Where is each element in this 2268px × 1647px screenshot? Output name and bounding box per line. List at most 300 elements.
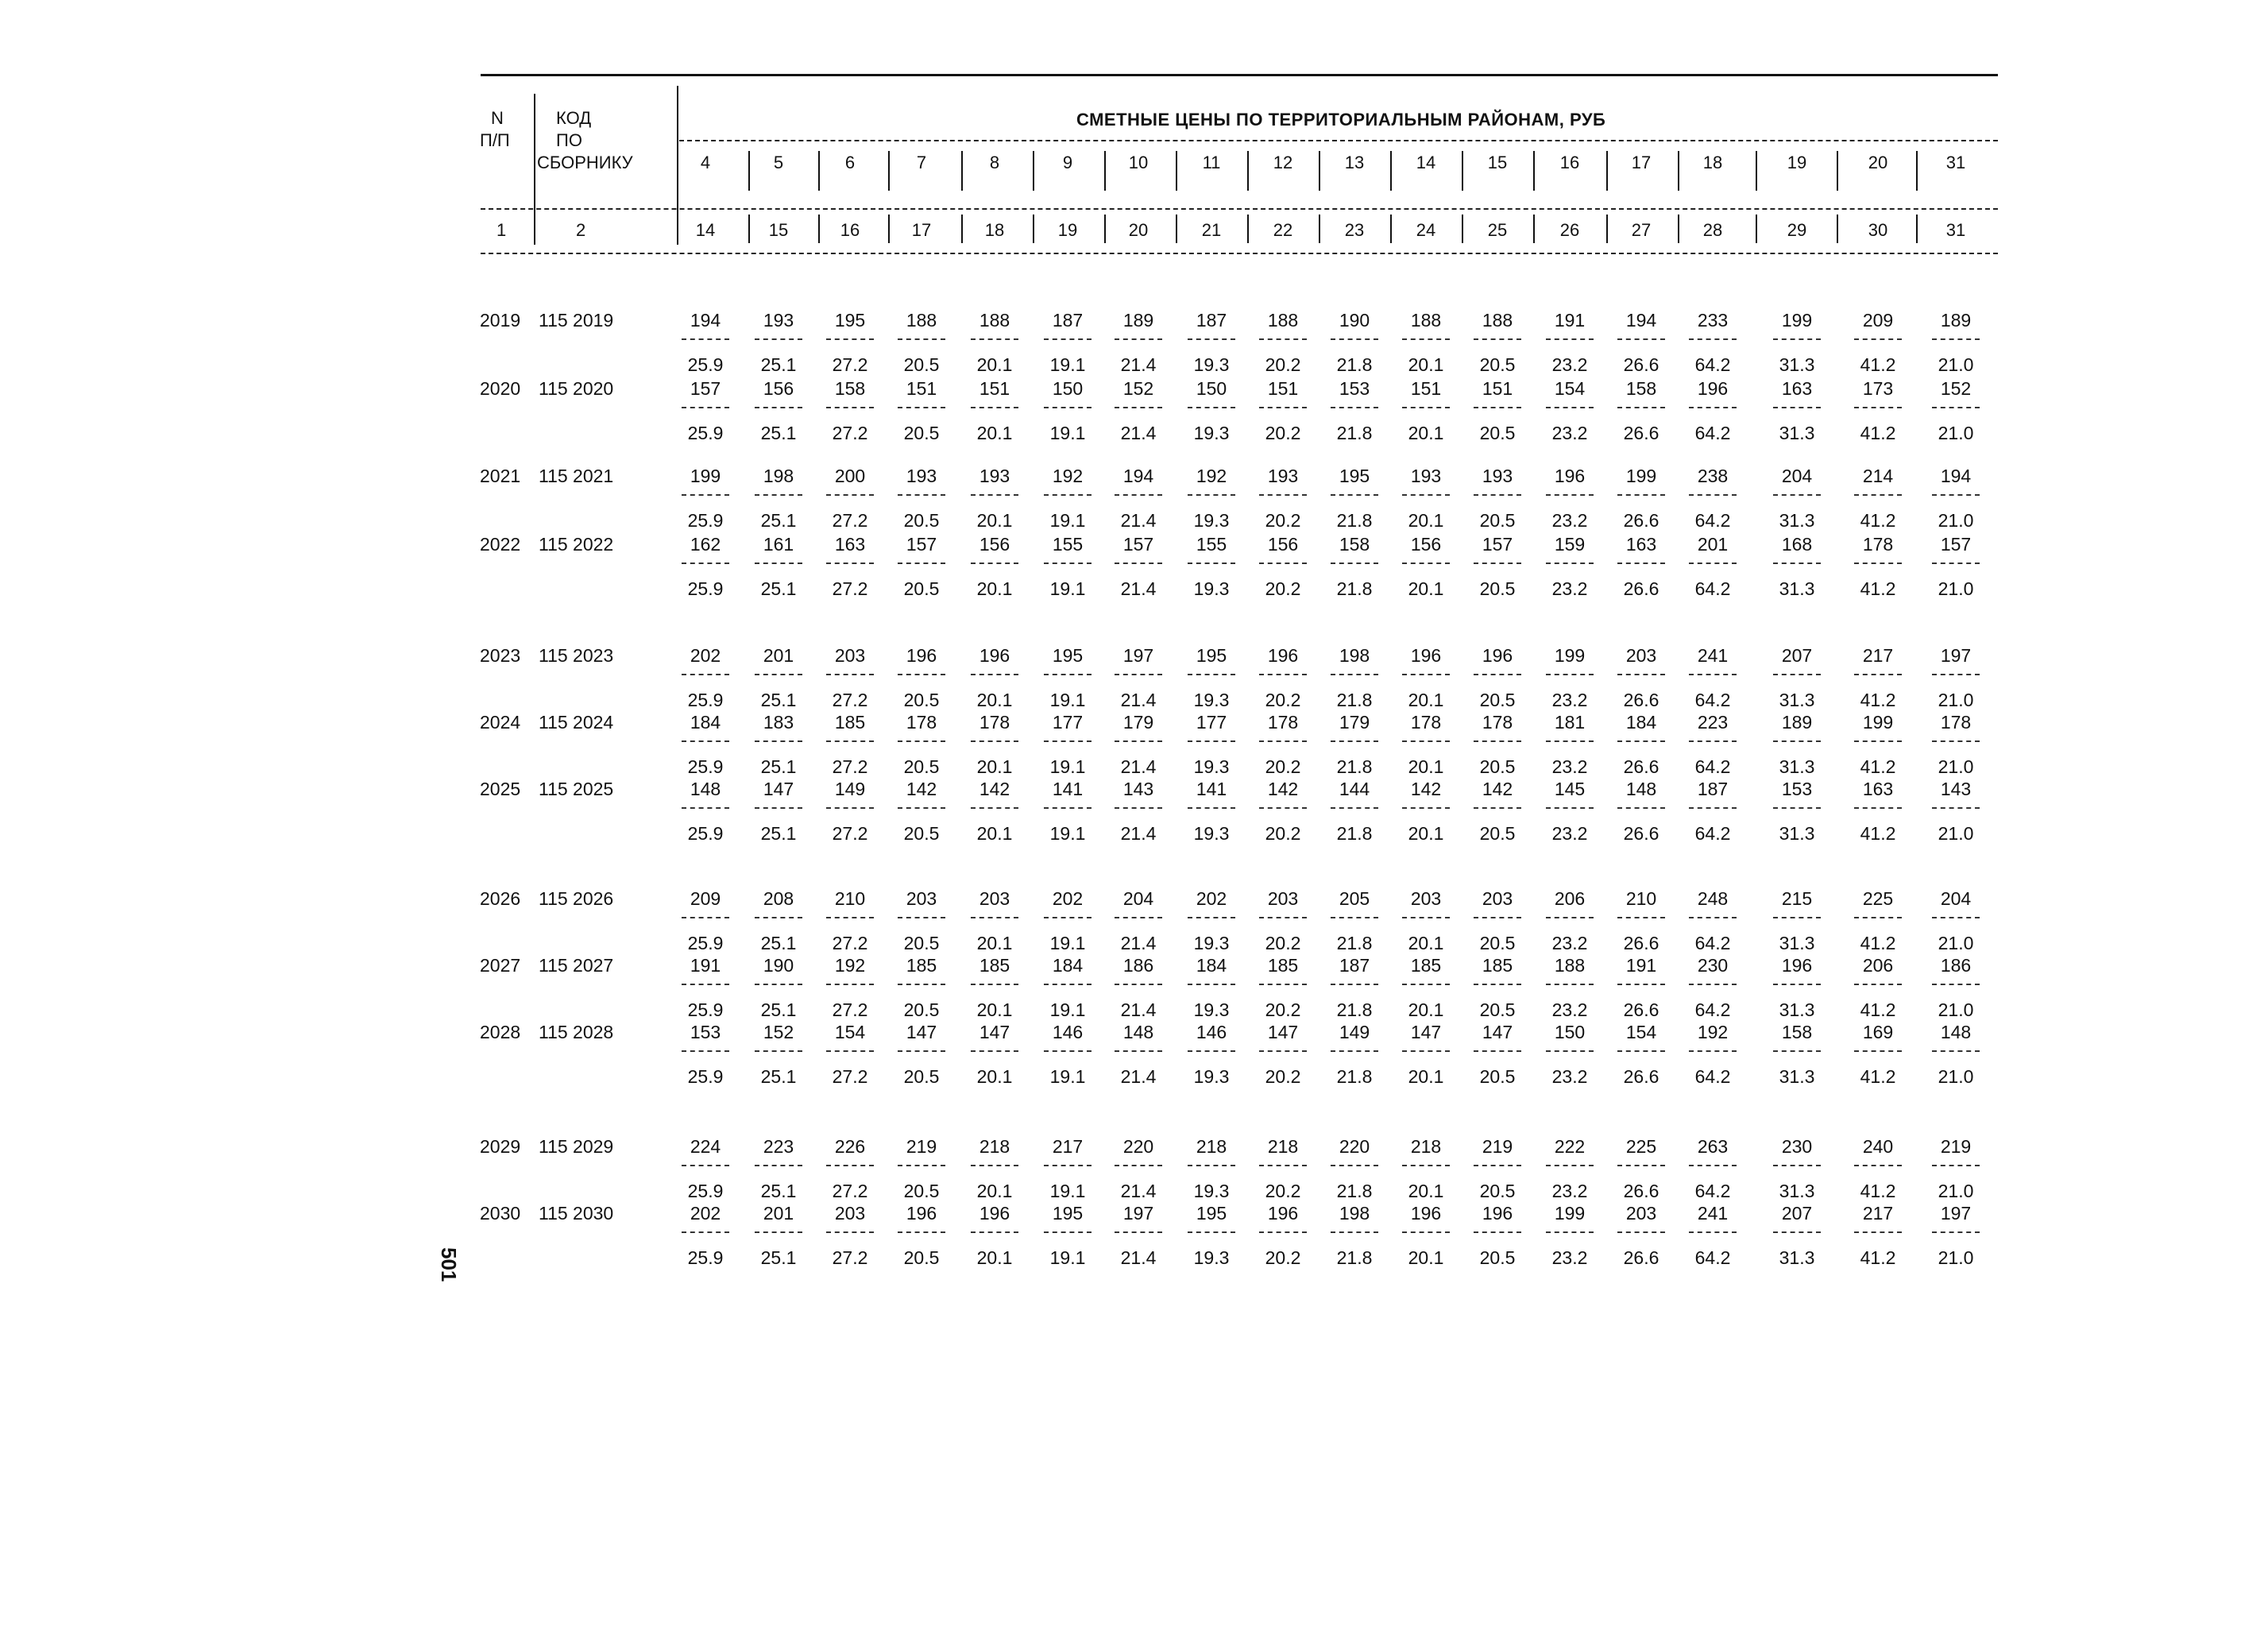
fraction-line bbox=[755, 807, 802, 809]
price-coefficient: 23.2 bbox=[1551, 933, 1588, 953]
header-col-sep bbox=[1533, 151, 1535, 191]
fraction-line bbox=[1115, 740, 1162, 742]
header-col-sep bbox=[1390, 151, 1392, 191]
price-coefficient: 31.3 bbox=[1779, 756, 1815, 777]
col-n-label: N bbox=[491, 108, 504, 128]
fraction-line bbox=[1689, 563, 1737, 564]
price-value: 156 bbox=[979, 534, 1010, 555]
index-left-1: 1 bbox=[496, 220, 507, 240]
price-value: 188 bbox=[906, 310, 937, 331]
fraction-line bbox=[1617, 740, 1665, 742]
price-coefficient: 21.8 bbox=[1336, 933, 1373, 953]
header-col-sep bbox=[1319, 215, 1320, 243]
fraction-line bbox=[1689, 1231, 1737, 1233]
price-value: 193 bbox=[1267, 466, 1299, 486]
price-value: 148 bbox=[1122, 1022, 1154, 1042]
header-col-sep bbox=[1462, 215, 1463, 243]
fraction-line bbox=[971, 338, 1018, 340]
fraction-line bbox=[971, 740, 1018, 742]
price-value: 193 bbox=[1410, 466, 1442, 486]
price-coefficient: 21.4 bbox=[1120, 510, 1157, 531]
price-value: 147 bbox=[906, 1022, 937, 1042]
price-value: 185 bbox=[1267, 955, 1299, 976]
price-value: 146 bbox=[1196, 1022, 1227, 1042]
fraction-line bbox=[1044, 1050, 1091, 1052]
price-value: 193 bbox=[1482, 466, 1513, 486]
index-col: 27 bbox=[1631, 220, 1652, 240]
price-coefficient: 21.0 bbox=[1938, 690, 1974, 710]
price-value: 158 bbox=[834, 378, 866, 399]
index-col: 29 bbox=[1787, 220, 1807, 240]
price-coefficient: 41.2 bbox=[1860, 578, 1896, 599]
fraction-line bbox=[1115, 494, 1162, 496]
price-value: 198 bbox=[1339, 645, 1370, 666]
price-coefficient: 25.9 bbox=[687, 354, 724, 375]
price-coefficient: 21.0 bbox=[1938, 933, 1974, 953]
price-value: 203 bbox=[979, 888, 1010, 909]
price-coefficient: 20.1 bbox=[1408, 756, 1444, 777]
price-value: 190 bbox=[763, 955, 794, 976]
fraction-line bbox=[1689, 807, 1737, 809]
header-col-sep bbox=[1104, 215, 1106, 243]
price-coefficient: 19.1 bbox=[1049, 690, 1086, 710]
fraction-line bbox=[1115, 1165, 1162, 1166]
price-coefficient: 19.1 bbox=[1049, 510, 1086, 531]
price-coefficient: 21.8 bbox=[1336, 690, 1373, 710]
row-number: 2019 bbox=[480, 310, 521, 331]
fraction-line bbox=[1044, 984, 1091, 985]
price-coefficient: 20.1 bbox=[1408, 999, 1444, 1020]
price-coefficient: 41.2 bbox=[1860, 354, 1896, 375]
price-value: 150 bbox=[1554, 1022, 1586, 1042]
price-coefficient: 25.1 bbox=[760, 423, 797, 443]
fraction-line bbox=[1331, 338, 1378, 340]
price-value: 196 bbox=[979, 1203, 1010, 1224]
price-value: 203 bbox=[1625, 1203, 1657, 1224]
fraction-line bbox=[1259, 563, 1307, 564]
fraction-line bbox=[1188, 674, 1235, 675]
price-coefficient: 20.5 bbox=[1479, 1066, 1516, 1087]
header-col-sep bbox=[1533, 215, 1535, 243]
price-value: 195 bbox=[1339, 466, 1370, 486]
price-value: 187 bbox=[1196, 310, 1227, 331]
fraction-line bbox=[1474, 563, 1521, 564]
col-code-label3: СБОРНИКУ bbox=[537, 153, 633, 172]
price-value: 194 bbox=[1625, 310, 1657, 331]
index-col: 30 bbox=[1868, 220, 1888, 240]
price-value: 151 bbox=[979, 378, 1010, 399]
fraction-line bbox=[1617, 674, 1665, 675]
fraction-line bbox=[1044, 807, 1091, 809]
price-coefficient: 20.5 bbox=[903, 354, 940, 375]
price-value: 147 bbox=[763, 779, 794, 799]
row-number: 2027 bbox=[480, 955, 521, 976]
fraction-line bbox=[1044, 407, 1091, 408]
price-value: 192 bbox=[1052, 466, 1084, 486]
price-coefficient: 25.1 bbox=[760, 510, 797, 531]
price-coefficient: 31.3 bbox=[1779, 823, 1815, 844]
price-value: 209 bbox=[690, 888, 721, 909]
fraction-line bbox=[1546, 917, 1594, 918]
price-coefficient: 25.9 bbox=[687, 756, 724, 777]
price-coefficient: 21.0 bbox=[1938, 510, 1974, 531]
fraction-line bbox=[755, 917, 802, 918]
price-coefficient: 25.9 bbox=[687, 578, 724, 599]
price-coefficient: 20.5 bbox=[903, 756, 940, 777]
price-coefficient: 20.2 bbox=[1265, 933, 1301, 953]
price-coefficient: 27.2 bbox=[832, 510, 868, 531]
price-value: 192 bbox=[1196, 466, 1227, 486]
price-value: 179 bbox=[1339, 712, 1370, 733]
price-coefficient: 31.3 bbox=[1779, 1181, 1815, 1201]
fraction-line bbox=[1402, 740, 1450, 742]
price-value: 161 bbox=[763, 534, 794, 555]
price-value: 163 bbox=[834, 534, 866, 555]
price-coefficient: 21.0 bbox=[1938, 1181, 1974, 1201]
price-value: 248 bbox=[1697, 888, 1729, 909]
price-value: 156 bbox=[1410, 534, 1442, 555]
price-value: 189 bbox=[1781, 712, 1813, 733]
price-coefficient: 31.3 bbox=[1779, 510, 1815, 531]
price-coefficient: 25.1 bbox=[760, 354, 797, 375]
price-value: 222 bbox=[1554, 1136, 1586, 1157]
price-coefficient: 64.2 bbox=[1694, 354, 1731, 375]
fraction-line bbox=[898, 1165, 945, 1166]
price-coefficient: 21.8 bbox=[1336, 510, 1373, 531]
index-col: 20 bbox=[1128, 220, 1149, 240]
price-value: 188 bbox=[1410, 310, 1442, 331]
price-value: 196 bbox=[1482, 1203, 1513, 1224]
fraction-line bbox=[1932, 674, 1980, 675]
price-value: 214 bbox=[1862, 466, 1894, 486]
price-coefficient: 23.2 bbox=[1551, 354, 1588, 375]
price-value: 177 bbox=[1196, 712, 1227, 733]
index-col: 23 bbox=[1344, 220, 1365, 240]
price-value: 215 bbox=[1781, 888, 1813, 909]
fraction-line bbox=[1617, 917, 1665, 918]
price-value: 147 bbox=[979, 1022, 1010, 1042]
price-coefficient: 19.1 bbox=[1049, 823, 1086, 844]
price-coefficient: 20.2 bbox=[1265, 823, 1301, 844]
price-coefficient: 21.8 bbox=[1336, 756, 1373, 777]
header-col-sep bbox=[1390, 215, 1392, 243]
price-value: 147 bbox=[1410, 1022, 1442, 1042]
price-coefficient: 41.2 bbox=[1860, 423, 1896, 443]
fraction-line bbox=[1188, 563, 1235, 564]
price-value: 196 bbox=[1410, 645, 1442, 666]
price-coefficient: 20.2 bbox=[1265, 999, 1301, 1020]
price-value: 158 bbox=[1339, 534, 1370, 555]
price-value: 144 bbox=[1339, 779, 1370, 799]
price-coefficient: 21.4 bbox=[1120, 756, 1157, 777]
fraction-line bbox=[826, 407, 874, 408]
fraction-line bbox=[1773, 984, 1821, 985]
fraction-line bbox=[1402, 917, 1450, 918]
price-coefficient: 20.1 bbox=[976, 1066, 1013, 1087]
fraction-line bbox=[1044, 494, 1091, 496]
fraction-line bbox=[971, 563, 1018, 564]
price-value: 202 bbox=[690, 1203, 721, 1224]
fraction-line bbox=[1259, 494, 1307, 496]
fraction-line bbox=[1854, 338, 1902, 340]
price-value: 203 bbox=[834, 645, 866, 666]
price-value: 153 bbox=[1339, 378, 1370, 399]
fraction-line bbox=[971, 1050, 1018, 1052]
price-value: 218 bbox=[1267, 1136, 1299, 1157]
price-coefficient: 21.0 bbox=[1938, 578, 1974, 599]
price-value: 203 bbox=[834, 1203, 866, 1224]
header-top-rule bbox=[481, 74, 1998, 76]
price-value: 220 bbox=[1339, 1136, 1370, 1157]
row-code: 115 2022 bbox=[539, 534, 614, 555]
header-col-sep bbox=[1916, 215, 1918, 243]
fraction-line bbox=[755, 984, 802, 985]
price-value: 233 bbox=[1697, 310, 1729, 331]
price-coefficient: 19.1 bbox=[1049, 933, 1086, 953]
price-coefficient: 20.1 bbox=[1408, 823, 1444, 844]
price-coefficient: 64.2 bbox=[1694, 578, 1731, 599]
price-value: 219 bbox=[1940, 1136, 1972, 1157]
fraction-line bbox=[755, 563, 802, 564]
fraction-line bbox=[1259, 674, 1307, 675]
row-number: 2021 bbox=[480, 466, 521, 486]
fraction-line bbox=[755, 1165, 802, 1166]
price-coefficient: 20.5 bbox=[903, 423, 940, 443]
price-coefficient: 25.1 bbox=[760, 756, 797, 777]
fraction-line bbox=[1617, 984, 1665, 985]
fraction-line bbox=[898, 807, 945, 809]
header-col-sep bbox=[1247, 151, 1249, 191]
price-value: 225 bbox=[1862, 888, 1894, 909]
price-value: 153 bbox=[690, 1022, 721, 1042]
index-col: 22 bbox=[1273, 220, 1293, 240]
price-coefficient: 19.3 bbox=[1193, 823, 1230, 844]
price-coefficient: 27.2 bbox=[832, 354, 868, 375]
header-col-sep bbox=[1916, 151, 1918, 191]
fraction-line bbox=[1617, 563, 1665, 564]
price-coefficient: 19.3 bbox=[1193, 933, 1230, 953]
price-coefficient: 31.3 bbox=[1779, 933, 1815, 953]
price-value: 218 bbox=[1410, 1136, 1442, 1157]
fraction-line bbox=[1188, 1231, 1235, 1233]
price-coefficient: 19.3 bbox=[1193, 999, 1230, 1020]
price-coefficient: 21.8 bbox=[1336, 354, 1373, 375]
header-col-sep bbox=[1837, 151, 1838, 191]
price-coefficient: 21.4 bbox=[1120, 933, 1157, 953]
price-value: 189 bbox=[1122, 310, 1154, 331]
fraction-line bbox=[1546, 674, 1594, 675]
price-coefficient: 25.9 bbox=[687, 423, 724, 443]
fraction-line bbox=[1773, 674, 1821, 675]
price-coefficient: 23.2 bbox=[1551, 690, 1588, 710]
fraction-line bbox=[1854, 917, 1902, 918]
fraction-line bbox=[826, 1231, 874, 1233]
price-coefficient: 41.2 bbox=[1860, 933, 1896, 953]
index-col: 16 bbox=[840, 220, 860, 240]
fraction-line bbox=[1932, 1165, 1980, 1166]
price-coefficient: 21.4 bbox=[1120, 1247, 1157, 1268]
price-coefficient: 21.8 bbox=[1336, 578, 1373, 599]
price-value: 197 bbox=[1940, 1203, 1972, 1224]
price-value: 205 bbox=[1339, 888, 1370, 909]
fraction-line bbox=[1402, 338, 1450, 340]
fraction-line bbox=[1546, 338, 1594, 340]
price-coefficient: 31.3 bbox=[1779, 1247, 1815, 1268]
fraction-line bbox=[1044, 1231, 1091, 1233]
price-coefficient: 41.2 bbox=[1860, 1066, 1896, 1087]
fraction-line bbox=[971, 984, 1018, 985]
col-code-label2: ПО bbox=[556, 130, 582, 150]
fraction-line bbox=[971, 674, 1018, 675]
price-value: 198 bbox=[763, 466, 794, 486]
fraction-line bbox=[1044, 917, 1091, 918]
row-code: 115 2020 bbox=[539, 378, 614, 399]
price-value: 202 bbox=[690, 645, 721, 666]
price-coefficient: 64.2 bbox=[1694, 423, 1731, 443]
fraction-line bbox=[1474, 338, 1521, 340]
price-coefficient: 20.5 bbox=[903, 823, 940, 844]
header-col-sep bbox=[1176, 151, 1177, 191]
price-coefficient: 23.2 bbox=[1551, 756, 1588, 777]
row-code: 115 2019 bbox=[539, 310, 614, 331]
fraction-line bbox=[1854, 807, 1902, 809]
price-coefficient: 41.2 bbox=[1860, 1247, 1896, 1268]
price-coefficient: 19.3 bbox=[1193, 690, 1230, 710]
header-col-sep bbox=[1176, 215, 1177, 243]
row-number: 2023 bbox=[480, 645, 521, 666]
price-coefficient: 20.2 bbox=[1265, 578, 1301, 599]
fraction-line bbox=[1854, 674, 1902, 675]
price-value: 178 bbox=[979, 712, 1010, 733]
price-coefficient: 20.1 bbox=[976, 933, 1013, 953]
price-coefficient: 19.1 bbox=[1049, 756, 1086, 777]
header-col-sep bbox=[1606, 151, 1608, 191]
price-coefficient: 19.1 bbox=[1049, 1247, 1086, 1268]
fraction-line bbox=[1402, 807, 1450, 809]
fraction-line bbox=[898, 338, 945, 340]
region-number: 18 bbox=[1702, 153, 1723, 172]
price-value: 201 bbox=[1697, 534, 1729, 555]
fraction-line bbox=[1259, 1165, 1307, 1166]
price-value: 185 bbox=[906, 955, 937, 976]
fraction-line bbox=[1474, 1050, 1521, 1052]
index-left-2: 2 bbox=[576, 220, 586, 240]
region-number: 15 bbox=[1487, 153, 1508, 172]
price-coefficient: 20.5 bbox=[903, 1181, 940, 1201]
price-coefficient: 23.2 bbox=[1551, 823, 1588, 844]
fraction-line bbox=[1932, 1231, 1980, 1233]
header-col-sep bbox=[1104, 151, 1106, 191]
fraction-line bbox=[1854, 984, 1902, 985]
fraction-line bbox=[1115, 807, 1162, 809]
price-coefficient: 27.2 bbox=[832, 1247, 868, 1268]
fraction-line bbox=[1474, 494, 1521, 496]
col-n-label2: П/П bbox=[480, 130, 510, 150]
price-value: 218 bbox=[1196, 1136, 1227, 1157]
price-coefficient: 20.5 bbox=[1479, 823, 1516, 844]
price-coefficient: 21.4 bbox=[1120, 1066, 1157, 1087]
price-coefficient: 20.5 bbox=[1479, 1247, 1516, 1268]
price-coefficient: 20.5 bbox=[1479, 999, 1516, 1020]
price-coefficient: 20.1 bbox=[1408, 423, 1444, 443]
fraction-line bbox=[826, 1165, 874, 1166]
fraction-line bbox=[1854, 1050, 1902, 1052]
price-value: 187 bbox=[1052, 310, 1084, 331]
fraction-line bbox=[1617, 1165, 1665, 1166]
price-value: 204 bbox=[1781, 466, 1813, 486]
fraction-line bbox=[1689, 407, 1737, 408]
fraction-line bbox=[1689, 984, 1737, 985]
price-value: 194 bbox=[690, 310, 721, 331]
region-number: 13 bbox=[1344, 153, 1365, 172]
price-value: 152 bbox=[763, 1022, 794, 1042]
price-coefficient: 20.1 bbox=[976, 999, 1013, 1020]
fraction-line bbox=[1773, 1050, 1821, 1052]
price-value: 196 bbox=[1267, 1203, 1299, 1224]
price-value: 200 bbox=[834, 466, 866, 486]
fraction-line bbox=[971, 1231, 1018, 1233]
price-coefficient: 26.6 bbox=[1623, 423, 1659, 443]
price-coefficient: 25.1 bbox=[760, 1181, 797, 1201]
fraction-line bbox=[1188, 1050, 1235, 1052]
price-value: 196 bbox=[906, 645, 937, 666]
price-coefficient: 20.1 bbox=[976, 756, 1013, 777]
row-number: 2026 bbox=[480, 888, 521, 909]
price-coefficient: 20.1 bbox=[1408, 510, 1444, 531]
price-value: 185 bbox=[1482, 955, 1513, 976]
price-coefficient: 25.9 bbox=[687, 1181, 724, 1201]
price-value: 168 bbox=[1781, 534, 1813, 555]
price-coefficient: 64.2 bbox=[1694, 756, 1731, 777]
fraction-line bbox=[1044, 563, 1091, 564]
fraction-line bbox=[1932, 338, 1980, 340]
price-value: 141 bbox=[1052, 779, 1084, 799]
fraction-line bbox=[1854, 1231, 1902, 1233]
price-coefficient: 19.1 bbox=[1049, 1066, 1086, 1087]
price-value: 219 bbox=[1482, 1136, 1513, 1157]
price-value: 185 bbox=[1410, 955, 1442, 976]
price-coefficient: 25.9 bbox=[687, 1247, 724, 1268]
fraction-line bbox=[682, 1050, 729, 1052]
region-number: 4 bbox=[700, 153, 711, 172]
price-value: 240 bbox=[1862, 1136, 1894, 1157]
fraction-line bbox=[1188, 407, 1235, 408]
fraction-line bbox=[1259, 807, 1307, 809]
price-coefficient: 25.9 bbox=[687, 510, 724, 531]
fraction-line bbox=[1773, 740, 1821, 742]
fraction-line bbox=[1402, 674, 1450, 675]
region-number: 5 bbox=[773, 153, 784, 172]
price-value: 184 bbox=[690, 712, 721, 733]
fraction-line bbox=[1188, 917, 1235, 918]
fraction-line bbox=[826, 494, 874, 496]
header-vsep-1 bbox=[534, 94, 535, 245]
region-number: 6 bbox=[844, 153, 856, 172]
price-value: 157 bbox=[1482, 534, 1513, 555]
price-value: 142 bbox=[906, 779, 937, 799]
price-value: 147 bbox=[1267, 1022, 1299, 1042]
price-value: 151 bbox=[1410, 378, 1442, 399]
region-number: 11 bbox=[1202, 153, 1221, 172]
fraction-line bbox=[1854, 494, 1902, 496]
index-col: 21 bbox=[1201, 220, 1222, 240]
fraction-line bbox=[1188, 1165, 1235, 1166]
fraction-line bbox=[1474, 740, 1521, 742]
fraction-line bbox=[1689, 338, 1737, 340]
fraction-line bbox=[898, 1231, 945, 1233]
fraction-line bbox=[1854, 1165, 1902, 1166]
fraction-line bbox=[682, 1165, 729, 1166]
